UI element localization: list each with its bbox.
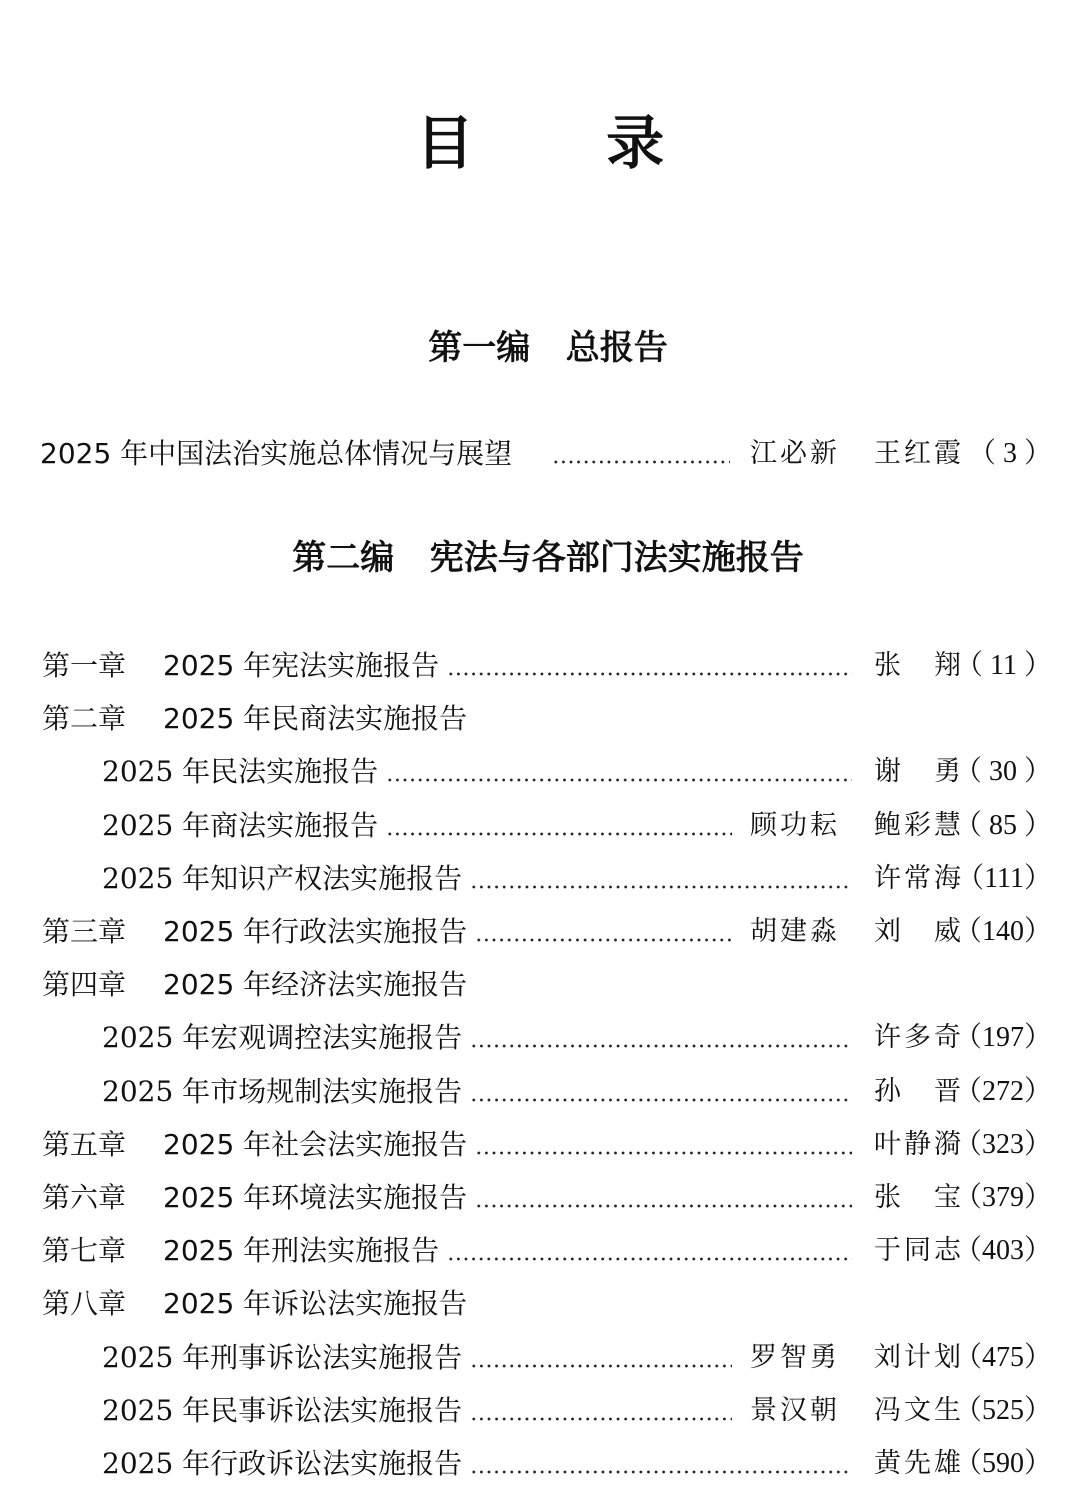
part-heading-1 (0, 326, 1080, 370)
entry-author-2: 张 宝 (874, 1182, 964, 1213)
dot-leader (470, 1044, 852, 1048)
dot-leader (386, 778, 852, 782)
dot-leader (475, 1151, 852, 1155)
chapter-label: 第七章 (42, 1234, 127, 1268)
entry-title: 2025 年商法实施报告 (102, 808, 379, 842)
entry-title: 2025 年民事诉讼法实施报告 (102, 1393, 463, 1427)
entry-author-1: 罗智勇 (750, 1341, 840, 1373)
toc-entry-chapter[interactable] (0, 965, 1080, 1005)
toc-entry-section[interactable] (0, 806, 1080, 846)
entry-author-2: 孙 晋 (874, 1075, 964, 1107)
entry-page-number: （ 30 ） (953, 756, 1052, 788)
entry-title: 2025 年环境法实施报告 (163, 1181, 468, 1214)
toc-entry-section[interactable] (0, 752, 1080, 792)
chapter-label: 第八章 (42, 1287, 127, 1321)
entry-author-2: 刘计划 (874, 1341, 964, 1373)
chapter-label: 第一章 (42, 649, 127, 682)
toc-entry-chapter[interactable] (0, 1178, 1080, 1218)
entry-page-number: （197） (953, 1022, 1052, 1054)
entry-author-1: 顾功耘 (750, 809, 840, 841)
entry-title: 2025 年民商法实施报告 (163, 702, 468, 736)
toc-entry-chapter[interactable] (0, 912, 1080, 952)
part-name: 总报告 (565, 328, 668, 368)
dot-leader (552, 460, 730, 464)
entry-title: 2025 年诉讼法实施报告 (163, 1287, 468, 1321)
entry-author-2: 张 翔 (874, 650, 964, 681)
entry-author-2: 叶静漪 (874, 1128, 964, 1160)
entry-author-2: 于同志 (874, 1235, 964, 1267)
toc-entry-chapter[interactable] (0, 1284, 1080, 1324)
entry-author-1: 江必新 (750, 438, 840, 469)
entry-page-number: （323） (953, 1128, 1052, 1160)
entry-author-2: 刘 威 (874, 916, 964, 947)
entry-author-2: 冯文生 (874, 1394, 964, 1426)
toc-entry-overview[interactable] (0, 434, 1080, 474)
dot-leader (470, 1470, 852, 1474)
toc-entry-chapter[interactable] (0, 1125, 1080, 1165)
chapter-label: 第四章 (42, 968, 127, 1002)
dot-leader (475, 938, 732, 942)
toc-entry-chapter[interactable] (0, 699, 1080, 739)
entry-title: 2025 年行政法实施报告 (163, 915, 468, 948)
entry-page-number: （ 11 ） (955, 650, 1052, 681)
dot-leader (470, 885, 852, 889)
entry-title: 2025 年知识产权法实施报告 (102, 861, 463, 895)
dot-leader (470, 1417, 732, 1421)
dot-leader (386, 832, 732, 836)
toc-entry-chapter[interactable] (0, 646, 1080, 686)
entry-author-2: 许多奇 (874, 1022, 964, 1054)
entry-title: 2025 年宏观调控法实施报告 (102, 1021, 463, 1055)
entry-page-number: （379） (953, 1182, 1052, 1213)
chapter-label: 第二章 (42, 702, 127, 736)
entry-title: 2025 年经济法实施报告 (163, 968, 468, 1002)
entry-page-number: （590） (953, 1448, 1052, 1479)
chapter-label: 第五章 (42, 1127, 127, 1161)
entry-page-number: （111） (956, 862, 1052, 894)
dot-leader (470, 1364, 732, 1368)
toc-entry-section[interactable] (0, 1391, 1080, 1431)
toc-entry-section[interactable] (0, 1018, 1080, 1058)
entry-author-2: 许常海 (874, 862, 964, 894)
chapter-label: 第三章 (42, 915, 127, 948)
entry-page-number: （475） (953, 1341, 1052, 1373)
entry-page-number: （ 85 ） (953, 809, 1052, 841)
toc-entry-chapter[interactable] (0, 1231, 1080, 1271)
entry-title: 2025 年宪法实施报告 (163, 649, 440, 682)
entry-author-1: 胡建淼 (750, 916, 840, 947)
toc-entry-section[interactable] (0, 1338, 1080, 1378)
toc-entry-section[interactable] (0, 1072, 1080, 1112)
entry-page-number: （140） (953, 916, 1052, 947)
dot-leader (447, 1257, 852, 1261)
entry-page-number: （403） (953, 1235, 1052, 1267)
entry-author-2: 黄先雄 (874, 1448, 964, 1479)
part-label: 第二编 (292, 538, 395, 578)
entry-title: 2025 年社会法实施报告 (163, 1127, 468, 1161)
entry-title: 2025 年刑事诉讼法实施报告 (102, 1340, 463, 1374)
toc-entry-section[interactable] (0, 859, 1080, 899)
part-name: 宪法与各部门法实施报告 (429, 538, 804, 578)
entry-author-2: 王红霞 (874, 438, 964, 469)
entry-title: 2025 年民法实施报告 (102, 755, 379, 789)
entry-author-2: 鲍彩慧 (874, 809, 964, 841)
dot-leader (470, 1098, 852, 1102)
dot-leader (475, 1204, 852, 1208)
toc-entry-section[interactable] (0, 1444, 1080, 1484)
part-label: 第一编 (428, 328, 531, 368)
entry-page-number: （525） (953, 1394, 1052, 1426)
entry-page-number: （272） (953, 1075, 1052, 1107)
entry-title: 2025 年中国法治实施总体情况与展望 (40, 437, 513, 470)
entry-title: 2025 年刑法实施报告 (163, 1234, 440, 1268)
entry-author-2: 谢 勇 (874, 756, 964, 788)
chapter-label: 第六章 (42, 1181, 127, 1214)
entry-title: 2025 年市场规制法实施报告 (102, 1074, 463, 1108)
entry-title: 2025 年行政诉讼法实施报告 (102, 1447, 463, 1480)
page-title: 目 录 (415, 109, 721, 177)
part-heading-2 (0, 536, 1080, 580)
entry-page-number: （ 3 ） (967, 438, 1052, 469)
dot-leader (447, 672, 852, 676)
entry-author-1: 景汉朝 (750, 1394, 840, 1426)
